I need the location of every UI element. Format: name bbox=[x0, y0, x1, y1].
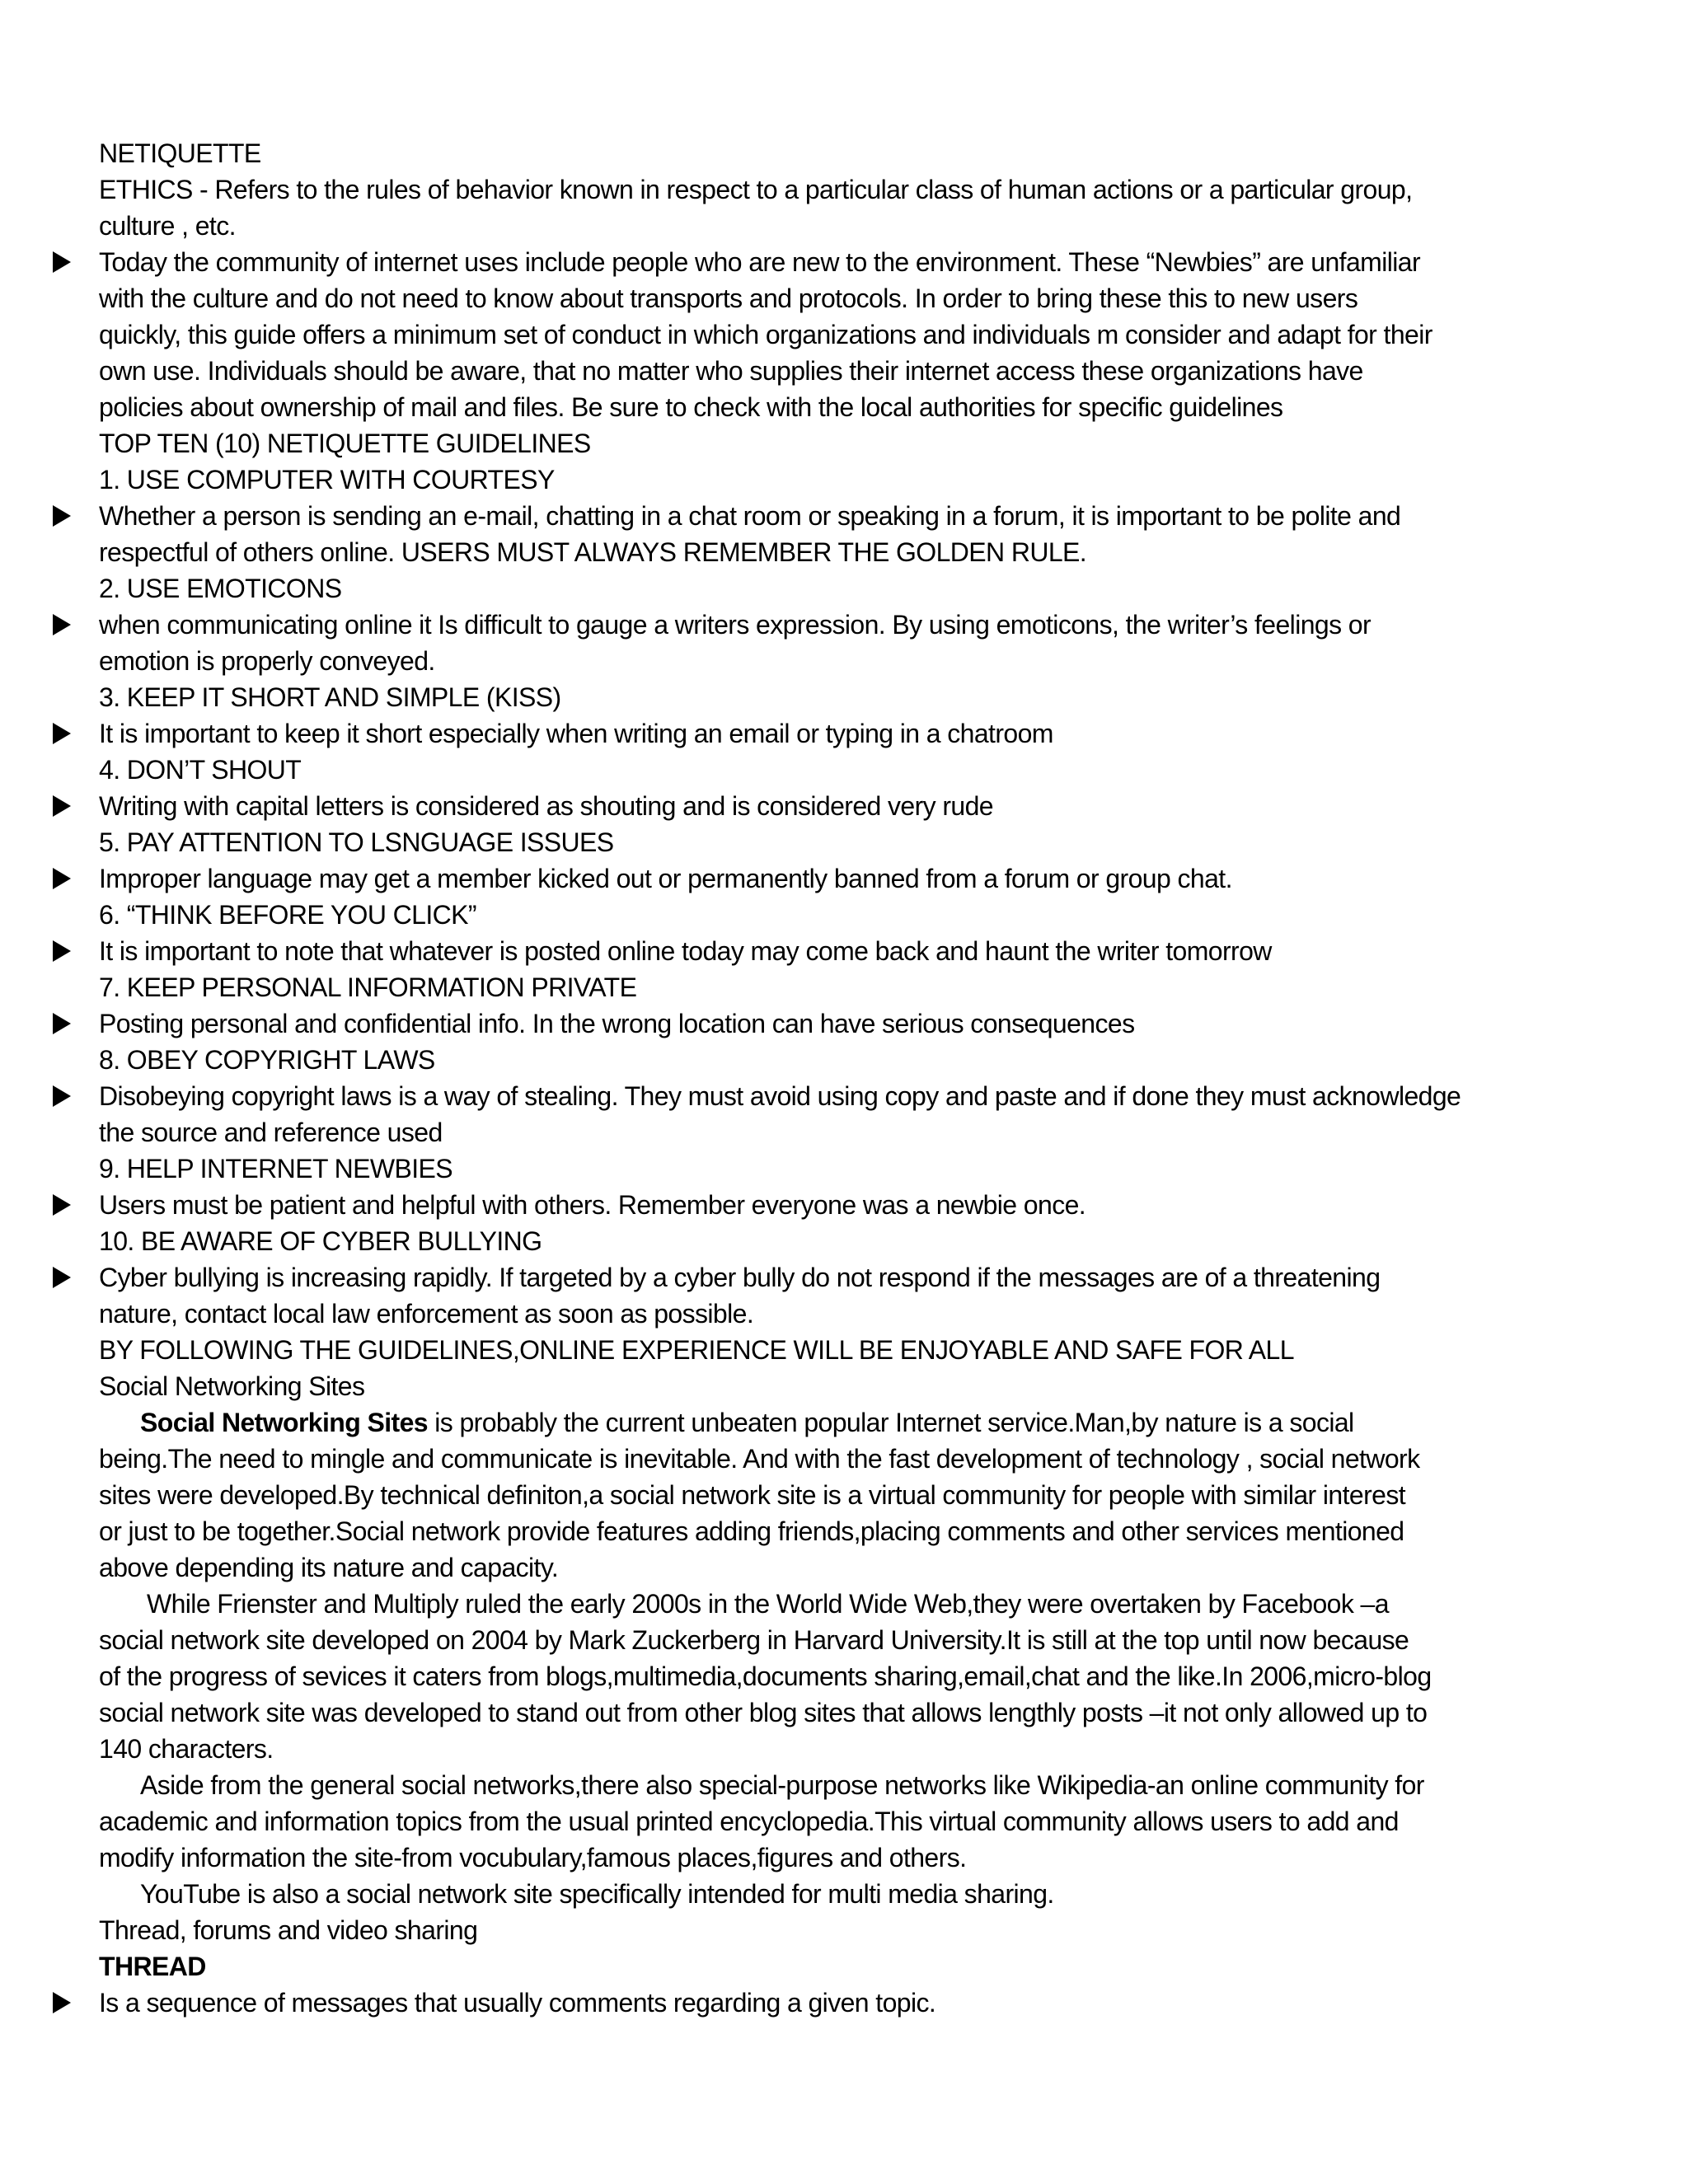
bullet-arrow-icon bbox=[53, 505, 71, 527]
guideline-heading: 7. KEEP PERSONAL INFORMATION PRIVATE bbox=[99, 972, 637, 1002]
text-line: respectful of others online. USERS MUST ALWAYS REMEMBER THE GOLDEN RULE. bbox=[99, 537, 1087, 567]
bullet-arrow-icon bbox=[53, 795, 71, 817]
bullet-text: It is important to note that whatever is posted online today may come back and haunt the writer tomorrow bbox=[99, 936, 1272, 966]
guideline-heading: 4. DON’T SHOUT bbox=[99, 755, 302, 785]
text-line: sites were developed.By technical definiton,a social network site is a virtual community for people with similar interest bbox=[99, 1480, 1406, 1510]
text-line: culture , etc. bbox=[99, 211, 236, 241]
bullet-text: when communicating online it Is difficult to gauge a writers expression. By using emoticons, the writer’s feelings or bbox=[99, 610, 1372, 640]
bullet-arrow-icon bbox=[53, 1013, 71, 1034]
text-line: the source and reference used bbox=[99, 1118, 443, 1147]
paragraph-first-line: While Frienster and Multiply ruled the early 2000s in the World Wide Web,they were overtaken by Facebook –a bbox=[147, 1589, 1389, 1619]
bullet-arrow-icon bbox=[53, 1194, 71, 1216]
text-line: social network site was developed to stand out from other blog sites that allows lengthly posts –it not only allowed up to bbox=[99, 1698, 1428, 1727]
bullet-arrow-icon bbox=[53, 1085, 71, 1107]
text-line: social network site developed on 2004 by Mark Zuckerberg in Harvard University.It is still at the top until now because bbox=[99, 1625, 1409, 1655]
section-heading: Social Networking Sites bbox=[99, 1371, 365, 1401]
doc-title: NETIQUETTE bbox=[99, 138, 261, 168]
text-line: modify information the site-from vocubulary,famous places,figures and others. bbox=[99, 1843, 967, 1872]
text-line: with the culture and do not need to know about transports and protocols. In order to bring these this to new users bbox=[99, 284, 1358, 313]
bullet-arrow-icon bbox=[53, 614, 71, 635]
guideline-heading: 1. USE COMPUTER WITH COURTESY bbox=[99, 465, 555, 494]
bullet-arrow-icon bbox=[53, 940, 71, 962]
text-line: own use. Individuals should be aware, that no matter who supplies their internet access these organizations have bbox=[99, 356, 1363, 386]
bullet-text: Is a sequence of messages that usually comments regarding a given topic. bbox=[99, 1988, 936, 2018]
guideline-heading: 9. HELP INTERNET NEWBIES bbox=[99, 1154, 452, 1183]
text-line: above depending its nature and capacity. bbox=[99, 1553, 559, 1582]
guideline-heading: 5. PAY ATTENTION TO LSNGUAGE ISSUES bbox=[99, 827, 614, 857]
bullet-text: Writing with capital letters is considered as shouting and is considered very rude bbox=[99, 791, 994, 821]
guideline-heading: 10. BE AWARE OF CYBER BULLYING bbox=[99, 1226, 542, 1256]
text-line: or just to be together.Social network provide features adding friends,placing comments and other services mentioned bbox=[99, 1516, 1404, 1546]
subsection-heading: THREAD bbox=[99, 1952, 206, 1981]
bullet-text: Cyber bullying is increasing rapidly. If targeted by a cyber bully do not respond if the messages are of a threatening bbox=[99, 1263, 1381, 1292]
text-line: 140 characters. bbox=[99, 1734, 274, 1764]
bold-term: Social Networking Sites bbox=[140, 1408, 428, 1437]
paragraph-first-line: YouTube is also a social network site specifically intended for multi media sharing. bbox=[140, 1879, 1054, 1909]
bullet-text: It is important to keep it short especially when writing an email or typing in a chatroom bbox=[99, 719, 1053, 748]
text-span: is probably the current unbeaten popular Internet service.Man,by nature is a social bbox=[427, 1408, 1354, 1437]
section-heading: Thread, forums and video sharing bbox=[99, 1915, 478, 1945]
bullet-arrow-icon bbox=[53, 723, 71, 744]
guideline-heading: 3. KEEP IT SHORT AND SIMPLE (KISS) bbox=[99, 682, 561, 712]
guideline-heading: 6. “THINK BEFORE YOU CLICK” bbox=[99, 900, 476, 930]
bullet-text: Disobeying copyright laws is a way of stealing. They must avoid using copy and paste and if done they must acknowledge bbox=[99, 1081, 1461, 1111]
bullet-text: Users must be patient and helpful with others. Remember everyone was a newbie once. bbox=[99, 1190, 1086, 1220]
bullet-text: Improper language may get a member kicked out or permanently banned from a forum or group chat. bbox=[99, 864, 1232, 893]
bullet-arrow-icon bbox=[53, 1992, 71, 2013]
closing-statement: BY FOLLOWING THE GUIDELINES,ONLINE EXPERIENCE WILL BE ENJOYABLE AND SAFE FOR ALL bbox=[99, 1335, 1294, 1365]
text-line: ETHICS - Refers to the rules of behavior known in respect to a particular class of human actions or a particular group, bbox=[99, 175, 1413, 204]
bullet-arrow-icon bbox=[53, 251, 71, 273]
text-line: emotion is properly conveyed. bbox=[99, 646, 435, 676]
text-line: academic and information topics from the usual printed encyclopedia.This virtual community allows users to add and bbox=[99, 1807, 1399, 1836]
bullet-text: Whether a person is sending an e-mail, chatting in a chat room or speaking in a forum, it is important to be polite and bbox=[99, 501, 1401, 531]
bullet-text: Today the community of internet uses include people who are new to the environment. These “Newbies” are unfamiliar bbox=[99, 247, 1421, 277]
guideline-heading: 8. OBEY COPYRIGHT LAWS bbox=[99, 1045, 435, 1075]
text-line: policies about ownership of mail and files. Be sure to check with the local authorities for specific guidelines bbox=[99, 392, 1283, 422]
text-line: nature, contact local law enforcement as soon as possible. bbox=[99, 1299, 754, 1329]
text-line: being.The need to mingle and communicate is inevitable. And with the fast development of technology , social network bbox=[99, 1444, 1420, 1474]
text-line: quickly, this guide offers a minimum set of conduct in which organizations and individuals m consider and adapt for their bbox=[99, 320, 1432, 349]
paragraph-first-line: Aside from the general social networks,there also special-purpose networks like Wikipedia-an online community for bbox=[140, 1770, 1424, 1800]
section-heading: TOP TEN (10) NETIQUETTE GUIDELINES bbox=[99, 429, 591, 458]
bullet-arrow-icon bbox=[53, 868, 71, 889]
bullet-text: Posting personal and confidential info. In the wrong location can have serious consequences bbox=[99, 1009, 1135, 1038]
paragraph-first-line bbox=[140, 1404, 1607, 1441]
guideline-heading: 2. USE EMOTICONS bbox=[99, 574, 342, 603]
text-line: of the progress of sevices it caters from blogs,multimedia,documents sharing,email,chat and the like.In 2006,micro-blog bbox=[99, 1661, 1432, 1691]
bullet-arrow-icon bbox=[53, 1267, 71, 1288]
